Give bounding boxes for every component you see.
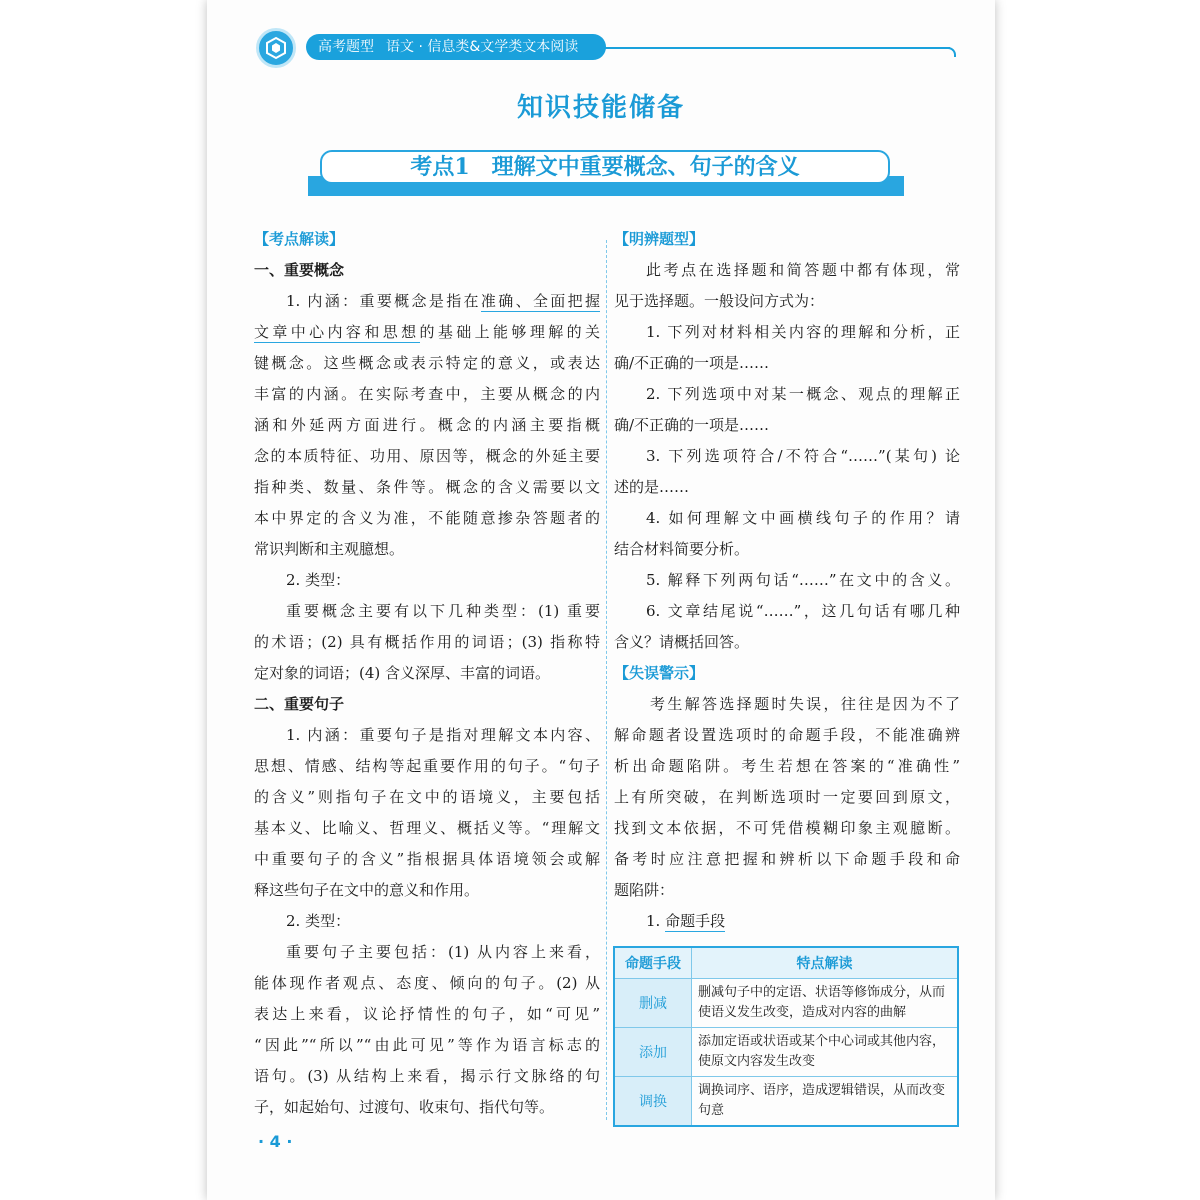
question-line: 5. 解释下列两句话“……”在文中的含义。 — [646, 571, 960, 589]
paragraph-line: 思想、情感、结构等起重要作用的句子。“句子 — [254, 757, 600, 775]
paragraph-line: 定对象的词语；(4) 含义深厚、丰富的词语。 — [254, 664, 551, 682]
question-line: 4. 如何理解文中画横线句子的作用？请 — [646, 509, 960, 527]
paragraph-line: 指种类、数量、条件等。概念的含义需要以文 — [254, 478, 600, 496]
paragraph-line: 找到文本依据，不可凭借模糊印象主观臆断。 — [614, 819, 960, 837]
heading-important-sentences: 二、重要句子 — [254, 695, 345, 713]
subheading-mingti-shouduan: 命题手段 — [665, 912, 726, 930]
text-run: 的基础上能够理解的关 — [419, 323, 600, 341]
paragraph-line: 表达上来看，议论抒情性的句子，如“可见” — [254, 1005, 600, 1023]
kaodian-title: 考点1 理解文中重要概念、句子的含义 — [320, 150, 890, 184]
question-line: 结合材料简要分析。 — [614, 540, 750, 558]
table-cell-method: 调换 — [614, 1077, 692, 1127]
paragraph-line: 中重要句子的含义”指根据具体语境领会或解 — [254, 850, 600, 868]
tag-kaodian-jiedu: 【考点解读】 — [254, 230, 345, 248]
question-line: 述的是…… — [614, 478, 690, 496]
paragraph-line — [254, 286, 600, 317]
paragraph-line: 解命题者设置选项时的命题手段，不能准确辨 — [614, 726, 960, 744]
paragraph-line: 题陷阱： — [614, 881, 675, 899]
question-line: 6. 文章结尾说“……”，这几句话有哪几种 — [646, 602, 960, 620]
cube-logo-icon — [256, 28, 296, 68]
table-header: 命题手段 — [614, 947, 692, 979]
left-column — [254, 224, 600, 1123]
question-line: 确/不正确的一项是…… — [614, 354, 770, 372]
paragraph-line: “因此”“所以”“由此可见”等作为语言标志的 — [254, 1036, 600, 1054]
table-row — [614, 979, 958, 1028]
paragraph-line: 重要句子主要包括：(1) 从内容上来看， — [286, 943, 600, 961]
paragraph-line: 常识判断和主观臆想。 — [254, 540, 405, 558]
paragraph-line: 子，如起始句、过渡句、收束句、指代句等。 — [254, 1098, 555, 1116]
text-run: 1. 内涵：重要概念是指在 — [286, 292, 481, 310]
mingti-shouduan-table — [613, 946, 959, 1127]
table-cell-method: 删减 — [614, 979, 692, 1028]
paragraph-line: 析出命题陷阱。考生若想在答案的“准确性” — [614, 757, 960, 775]
paragraph-line: 此考点在选择题和简答题中都有体现，常 — [646, 261, 960, 279]
paragraph-line: 2. 类型： — [286, 912, 351, 930]
tag-shiwu-jingshi: 【失误警示】 — [614, 664, 705, 682]
paragraph-line — [254, 317, 600, 348]
table-cell-method: 添加 — [614, 1028, 692, 1077]
question-line: 含义？请概括回答。 — [614, 633, 750, 651]
paragraph-line: 涵和外延两方面进行。概念的内涵主要指概 — [254, 416, 600, 434]
heading-important-concepts: 一、重要概念 — [254, 261, 345, 279]
question-line: 确/不正确的一项是…… — [614, 416, 770, 434]
paragraph-line: 本中界定的含义为准，不能随意掺杂答题者的 — [254, 509, 600, 527]
paragraph-line: 1. 内涵：重要句子是指对理解文本内容、 — [286, 726, 600, 744]
subheading-line — [614, 906, 960, 937]
paragraph-line: 念的本质特征、功用、原因等，概念的外延主要 — [254, 447, 600, 465]
paragraph-line: 基本义、比喻义、哲理义、概括义等。“理解文 — [254, 819, 600, 837]
paragraph-line: 键概念。这些概念或表示特定的意义，或表达 — [254, 354, 600, 372]
paragraph-line: 重要概念主要有以下几种类型：(1) 重要 — [286, 602, 600, 620]
paragraph-line: 见于选择题。一般设问方式为： — [614, 292, 825, 310]
question-line: 1. 下列对材料相关内容的理解和分析，正 — [646, 323, 960, 341]
table-header: 特点解读 — [692, 947, 959, 979]
table-cell-explanation: 删减句子中的定语、状语等修饰成分，从而使语义发生改变，造成对内容的曲解 — [692, 979, 959, 1028]
paragraph-line: 语句。(3) 从结构上来看，揭示行文脉络的句 — [254, 1067, 600, 1085]
underlined-phrase: 准确、全面把握 — [480, 292, 600, 310]
table-cell-explanation: 调换词序、语序，造成逻辑错误，从而改变句意 — [692, 1077, 959, 1127]
paragraph-line: 的术语；(2) 具有概括作用的词语；(3) 指称特 — [254, 633, 600, 651]
underlined-phrase: 文章中心内容和思想 — [254, 323, 420, 341]
paragraph-line: 能体现作者观点、态度、倾向的句子。(2) 从 — [254, 974, 600, 992]
question-line: 2. 下列选项中对某一概念、观点的理解正 — [646, 385, 960, 403]
header-rule — [600, 47, 950, 49]
paragraph-line: 2. 类型： — [286, 571, 351, 589]
header-category: 高考题型 — [318, 39, 374, 55]
table-header-row — [614, 947, 958, 979]
tag-mingbian-tixing: 【明辨题型】 — [614, 230, 705, 248]
text-run: 1. — [646, 912, 666, 930]
header-subject: 语文 · 信息类&文学类文本阅读 — [386, 39, 579, 55]
table-cell-explanation: 添加定语或状语或某个中心词或其他内容，使原文内容发生改变 — [692, 1028, 959, 1077]
paragraph-line: 丰富的内涵。在实际考查中，主要从概念的内 — [254, 385, 600, 403]
paragraph-line: 考生解答选择题时失误，往往是因为不了 — [650, 695, 960, 713]
table-row — [614, 1028, 958, 1077]
paragraph-line: 备考时应注意把握和辨析以下命题手段和命 — [614, 850, 960, 868]
table-row — [614, 1077, 958, 1127]
paragraph-line: 上有所突破，在判断选项时一定要回到原文， — [614, 788, 960, 806]
header-banner — [306, 34, 606, 60]
right-column — [614, 224, 960, 937]
page-number: · 4 · — [258, 1132, 293, 1151]
question-line: 3. 下列选项符合/不符合“……”(某句) 论 — [646, 447, 960, 465]
paragraph-line: 的含义”则指句子在文中的语境义，主要包括 — [254, 788, 600, 806]
column-divider — [606, 240, 607, 1120]
paragraph-line: 释这些句子在文中的意义和作用。 — [254, 881, 480, 899]
section-title: 知识技能储备 — [516, 93, 685, 123]
